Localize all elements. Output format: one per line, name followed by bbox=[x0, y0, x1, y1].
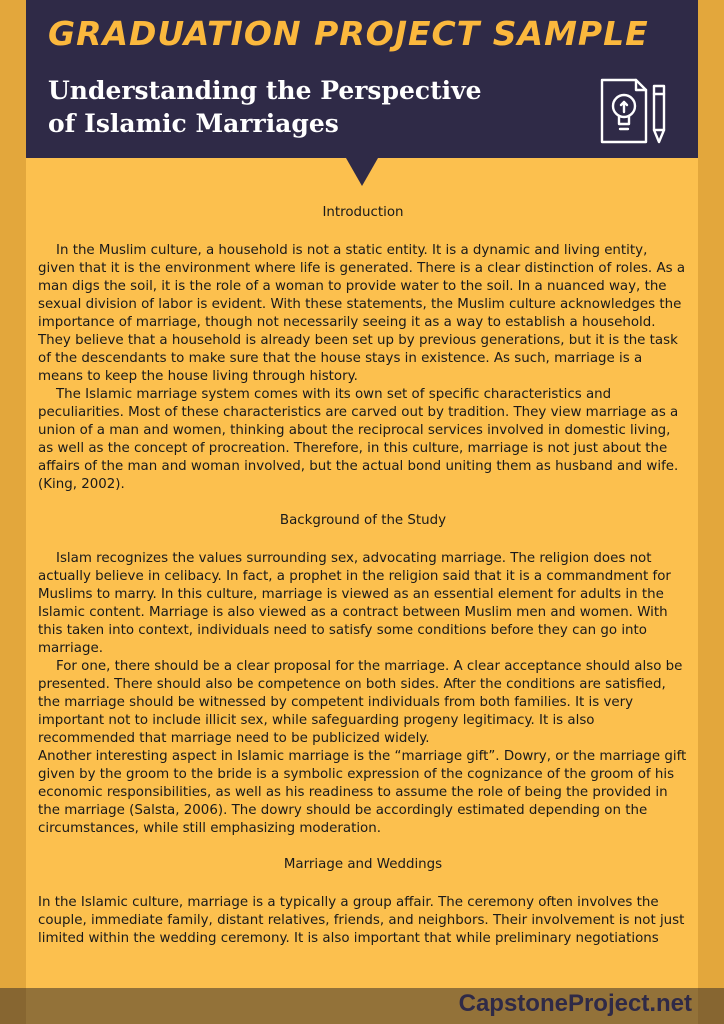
background-paragraph-2: For one, there should be a clear proposal for the marriage. A clear acceptance should also be presented. There should also be competence on both sides. After the conditions are satisfied, the marriage should be witnessed by competent individuals from both families. It is very important not to include illicit sex, while safeguarding progeny legitimacy. It is also recommended that marriage need to be publicized widely. bbox=[38, 659, 683, 746]
document-lightbulb-pencil-icon bbox=[598, 76, 670, 146]
header-pointer bbox=[346, 158, 378, 186]
footer-brand-link[interactable]: CapstoneProject.net bbox=[458, 990, 692, 1017]
background-paragraph-1: Islam recognizes the values surrounding sex, advocating marriage. The religion does not actually believe in celibacy. In fact, a prophet in the religion said that it is a commandment for Muslims to marry. In this culture, marriage is viewed as an essential element for adults in the Islamic content. Marriage is also viewed as a contract between Muslim men and women. With this taken into context, individuals need to satisfy some conditions before they can go into marriage. bbox=[38, 551, 671, 656]
document-body bbox=[38, 204, 688, 948]
subtitle-line-2: of Islamic Marriages bbox=[48, 109, 339, 138]
subtitle-line-1: Understanding the Perspective bbox=[48, 76, 482, 105]
right-border-band bbox=[698, 0, 724, 1024]
left-border-band bbox=[0, 0, 26, 1024]
marriage-paragraph-1: In the Islamic culture, marriage is a typically a group affair. The ceremony often involves the couple, immediate family, distant relatives, friends, and neighbors. Their involvement is not just limited within the wedding ceremony. It is also important that while preliminary negotiations bbox=[38, 895, 685, 946]
background-paragraph-3: Another interesting aspect in Islamic marriage is the “marriage gift”. Dowry, or the marriage gift given by the groom to the bride is a symbolic expression of the cognizance of the groom of his economic responsibilities, as well as his readiness to assume the role of being the provided in the marriage (Salsta, 2006). The dowry should be accordingly estimated depending on the circumstances, while still emphasizing moderation. bbox=[38, 749, 687, 836]
introduction-paragraph-2: The Islamic marriage system comes with its own set of specific characteristics and peculiarities. Most of these characteristics are carved out by tradition. They view marriage as a union of a man and women, thinking about the reciprocal services involved in domestic living, as well as the concept of procreation. Therefore, in this culture, marriage is not just about the affairs of the man and woman involved, but the actual bond uniting them as husband and wife. (King, 2002). bbox=[38, 387, 679, 492]
main-title: GRADUATION PROJECT SAMPLE bbox=[48, 14, 649, 53]
section-heading-introduction: Introduction bbox=[322, 205, 404, 220]
introduction-paragraph-1: In the Muslim culture, a household is not a static entity. It is a dynamic and living entity, given that it is the environment where life is generated. There is a clear distinction of roles. As a man digs the soil, it is the role of a woman to provide water to the soil. In a nuanced way, the sexual division of labor is evident. With these statements, the Muslim culture acknowledges the importance of marriage, though not necessarily seeing it as a way to establish a household. They believe that a household is already been set up by previous generations, but it is the task of the descendants to make sure that the house stays in existence. As such, marriage is a means to keep the house living through history. bbox=[38, 243, 686, 384]
section-heading-marriage-weddings: Marriage and Weddings bbox=[283, 857, 443, 872]
section-heading-background: Background of the Study bbox=[279, 513, 447, 528]
document-subtitle bbox=[48, 74, 568, 140]
